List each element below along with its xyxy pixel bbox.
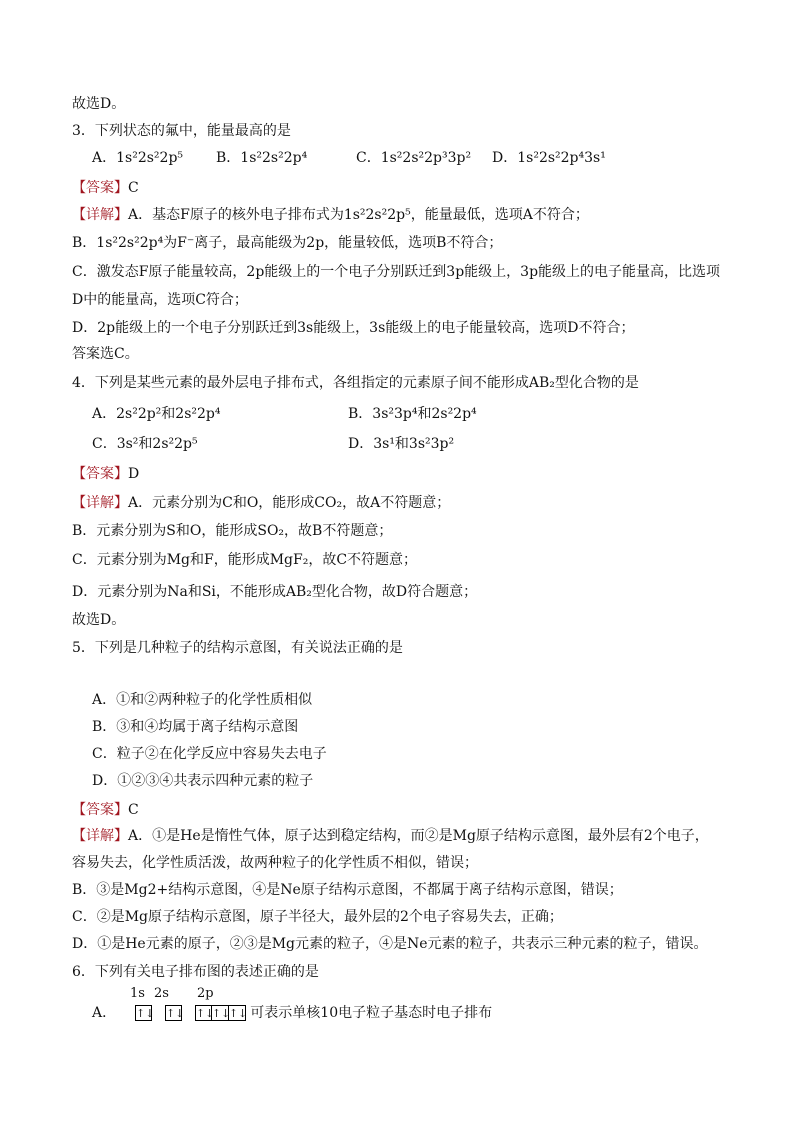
question-3: 3．下列状态的氟中，能量最高的是 xyxy=(72,123,291,139)
detail-3-end: 答案选C。 xyxy=(72,346,139,362)
option-c: C．3s²和2s²2p⁵ xyxy=(92,436,198,452)
answer-4: 【答案】D xyxy=(72,466,140,482)
detail-5a-2: 容易失去，化学性质活泼，故两种粒子的化学性质不相似，错误； xyxy=(72,855,478,871)
option-a: A．1s²2s²2p⁵ xyxy=(92,150,184,166)
option-b: B．3s²3p⁴和2s²2p⁴ xyxy=(348,406,477,422)
detail-3d: D．2p能级上的一个电子分别跃迁到3s能级上，3s能级上的电子能量较高，选项D不符合； xyxy=(72,320,635,336)
detail-4-end: 故选D。 xyxy=(72,612,126,628)
orbital-label-1s: 1s xyxy=(130,986,145,1001)
option-d: D．①②③④共表示四种元素的粒子 xyxy=(92,773,314,789)
detail-3c-1: C．激发态F原子能量较高，2p能级上的一个电子分别跃迁到3p能级上，3p能级上的电子能量高，比选项 xyxy=(72,264,721,280)
option-d: D．3s¹和3s²3p² xyxy=(348,436,455,452)
q3-options xyxy=(92,148,632,168)
detail-3b: B．1s²2s²2p⁴为F⁻离子，最高能级为2p，能量较低，选项B不符合； xyxy=(72,235,503,251)
detail-4c: C．元素分别为Mg和F，能形成MgF₂，故C不符题意； xyxy=(72,552,418,568)
orbital-label-2p: 2p xyxy=(197,986,214,1001)
orbital-box-1s: ↑↓ xyxy=(136,1007,155,1020)
orbital-label-2s: 2s xyxy=(154,986,169,1001)
option-a: A．①和②两种粒子的化学性质相似 xyxy=(92,692,313,708)
detail-5c: C．②是Mg原子结构示意图，原子半径大，最外层的2个电子容易失去，正确； xyxy=(72,909,563,925)
question-4: 4．下列是某些元素的最外层电子排布式，各组指定的元素原子间不能形成AB₂型化合物的是 xyxy=(72,375,639,391)
orbital-box-2p: ↑↓ xyxy=(228,1007,248,1020)
option-a-orbital: A． ↑↓ ↑↓ ↑↓↑↓↑↓ 可表示单核10电子粒子基态时电子排布 xyxy=(92,1005,493,1021)
question-5: 5．下列是几种粒子的结构示意图，有关说法正确的是 xyxy=(72,640,403,656)
answer-5: 【答案】C xyxy=(72,802,139,818)
detail-5b: B．③是Mg2+结构示意图，④是Ne原子结构示意图，不都属于离子结构示意图，错误； xyxy=(72,882,623,898)
detail-3a: 【详解】A．基态F原子的核外电子排布式为1s²2s²2p⁵，能量最低，选项A不符合； xyxy=(72,207,589,223)
option-b: B．③和④均属于离子结构示意图 xyxy=(92,719,299,735)
option-b: B．1s²2s²2p⁴ xyxy=(216,150,308,166)
orbital-box-2s: ↑↓ xyxy=(165,1007,185,1020)
detail-5d: D．①是He元素的原子，②③是Mg元素的粒子，④是Ne元素的粒子，共表示三种元素的粒子，错误。 xyxy=(72,936,708,952)
option-c: C．1s²2s²2p³3p² xyxy=(356,150,472,166)
option-a: A．2s²2p²和2s²2p⁴ xyxy=(92,406,221,422)
detail-4b: B．元素分别为S和O，能形成SO₂，故B不符题意； xyxy=(72,523,393,539)
text-line: 故选D。 xyxy=(72,96,126,112)
detail-4d: D．元素分别为Na和Si，不能形成AB₂型化合物，故D符合题意； xyxy=(72,584,478,600)
orbital-box-2p: ↑↓ xyxy=(195,1007,215,1020)
detail-3c-2: D中的能量高，选项C符合； xyxy=(72,292,248,308)
question-6: 6．下列有关电子排布图的表述正确的是 xyxy=(72,964,319,980)
detail-4a: 【详解】A．元素分别为C和O，能形成CO₂，故A不符题意； xyxy=(72,495,451,511)
answer-3: 【答案】C xyxy=(72,180,139,196)
option-d: D．1s²2s²2p⁴3s¹ xyxy=(492,150,606,166)
detail-5a-1: 【详解】A．①是He是惰性气体，原子达到稳定结构，而②是Mg原子结构示意图，最外层有2个电子， xyxy=(72,828,709,844)
option-c: C．粒子②在化学反应中容易失去电子 xyxy=(92,746,327,762)
orbital-box-2p: ↑↓ xyxy=(211,1007,231,1020)
